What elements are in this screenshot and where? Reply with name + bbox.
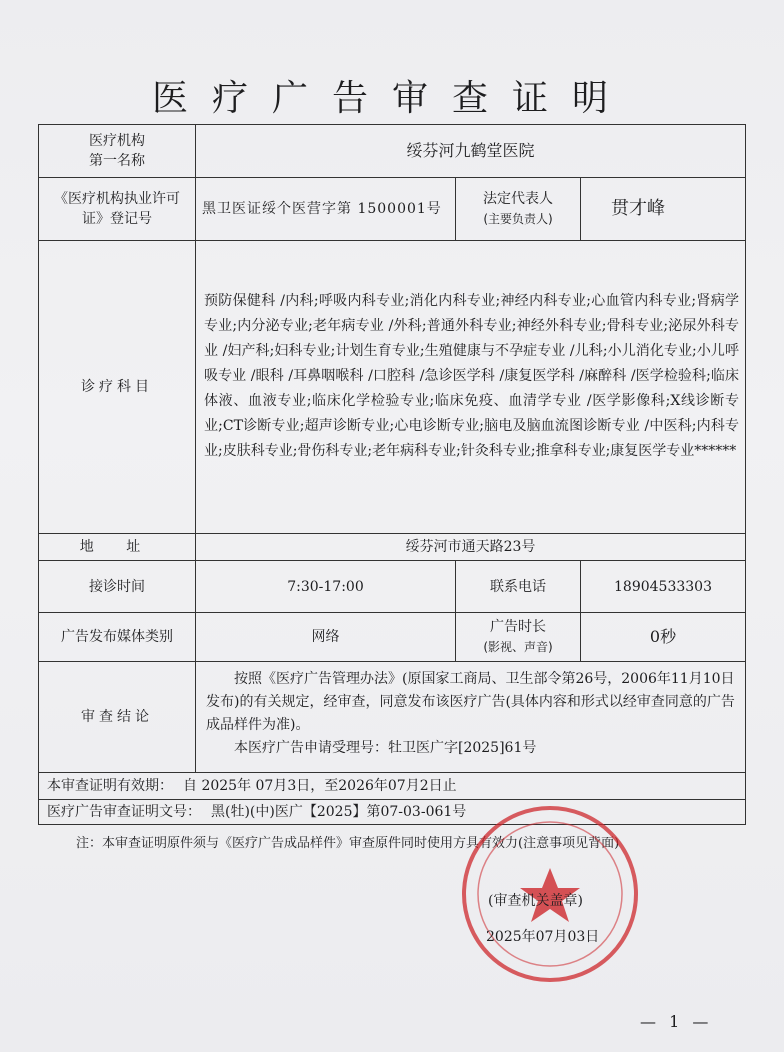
address-value: 绥芬河市通天路23号 [405,539,536,555]
conclusion-paragraph: 按照《医疗广告管理办法》(原国家工商局、卫生部令第26号，2006年11月10日发布)的有关规定，经审查，同意发布该医疗广告(具体内容和形式以经审查同意的广告成品样件为准)。 [206,671,735,733]
institution-value: 绥芬河九鹤堂医院 [406,141,535,160]
departments-value: 预防保健科 /内科;呼吸内科专业;消化内科专业;神经内科专业;心血管内科专业;肾病学专业;内分泌专业;老年病专业 /外科;普通外科专业;神经外科专业;骨科专业;泌尿外科专业 /妇产科;妇科专业;计划生育专业;生殖健康与不孕症专业 /儿科;小儿消化专业;小儿呼吸专业 /眼科 /耳鼻咽喉科 /口腔科 /急诊医学科 /康复医学科 /麻醉科 /医学检验科;临床体液、血液专业;临床化学检验专业;临床免疫、血清学专业 /医学影像科;X线诊断专业;CT诊断专业;超声诊断专业;心电诊断专业;脑电及脑血流图诊断专业 /中医科;内科专业;皮肤科专业;骨伤科专业;老年病科专业;针灸科专业;推拿科专业;康复医学专业****** [204,293,739,459]
duration-sub-label: (影视、声音) [483,640,553,654]
cert-number-label: 医疗广告审查证明文号： [47,804,201,820]
address-label: 地 址 [39,534,196,560]
media-value: 网络 [196,613,456,661]
media-label: 广告发布媒体类别 [39,613,196,661]
row-departments [38,240,746,534]
row-media [38,612,746,662]
license-value: 黑卫医证绥个医营字第 1500001号 [196,178,456,240]
conclusion-value [196,662,745,772]
row-address [38,533,746,561]
page-number: — 1 — [640,1012,713,1031]
departments-label: 诊疗科目 [39,241,196,533]
institution-label-line1: 医疗机构 [89,133,145,149]
cert-number-value: 黑(牡)(中)医广【2025】第07-03-061号 [211,804,467,820]
row-institution [38,124,746,178]
hours-label: 接诊时间 [39,561,196,612]
rep-label: 法定代表人 [483,191,553,207]
rep-value: 贯才峰 [611,198,665,219]
document-title: 医疗广告审查证明 [151,78,632,119]
phone-label: 联系电话 [456,561,581,612]
row-conclusion [38,661,746,773]
row-hours [38,560,746,613]
footnote: 注：本审查证明原件须与《医疗广告成品样件》审查原件同时使用方具有效力(注意事项见背面) [76,836,620,851]
row-validity [38,772,746,800]
application-number: 本医疗广告申请受理号：牡卫医广字[2025]61号 [234,740,537,756]
duration-label-cell [456,613,581,661]
license-label: 《医疗机构执业许可证》登记号 [39,178,196,240]
phone-value: 18904533303 [614,578,712,595]
seal-date: 2025年07月03日 [486,929,600,945]
institution-label-line2: 第一名称 [89,153,145,169]
rep-sub-label: (主要负责人) [483,212,553,226]
validity-value: 自 2025年 07月3日，至2026年07月2日止 [183,778,457,794]
cert-number-line [39,800,745,824]
validity-label: 本审查证明有效期： [47,778,173,794]
validity-line [39,773,745,799]
seal-caption: (审查机关盖章) [488,893,583,909]
row-license [38,177,746,241]
hours-value: 7:30-17:00 [196,561,456,612]
row-cert-number [38,799,746,825]
rep-label-cell [456,178,581,240]
conclusion-label: 审查结论 [39,662,196,772]
institution-label [39,125,196,177]
duration-label: 广告时长 [490,619,546,635]
duration-value: 0秒 [649,627,677,646]
